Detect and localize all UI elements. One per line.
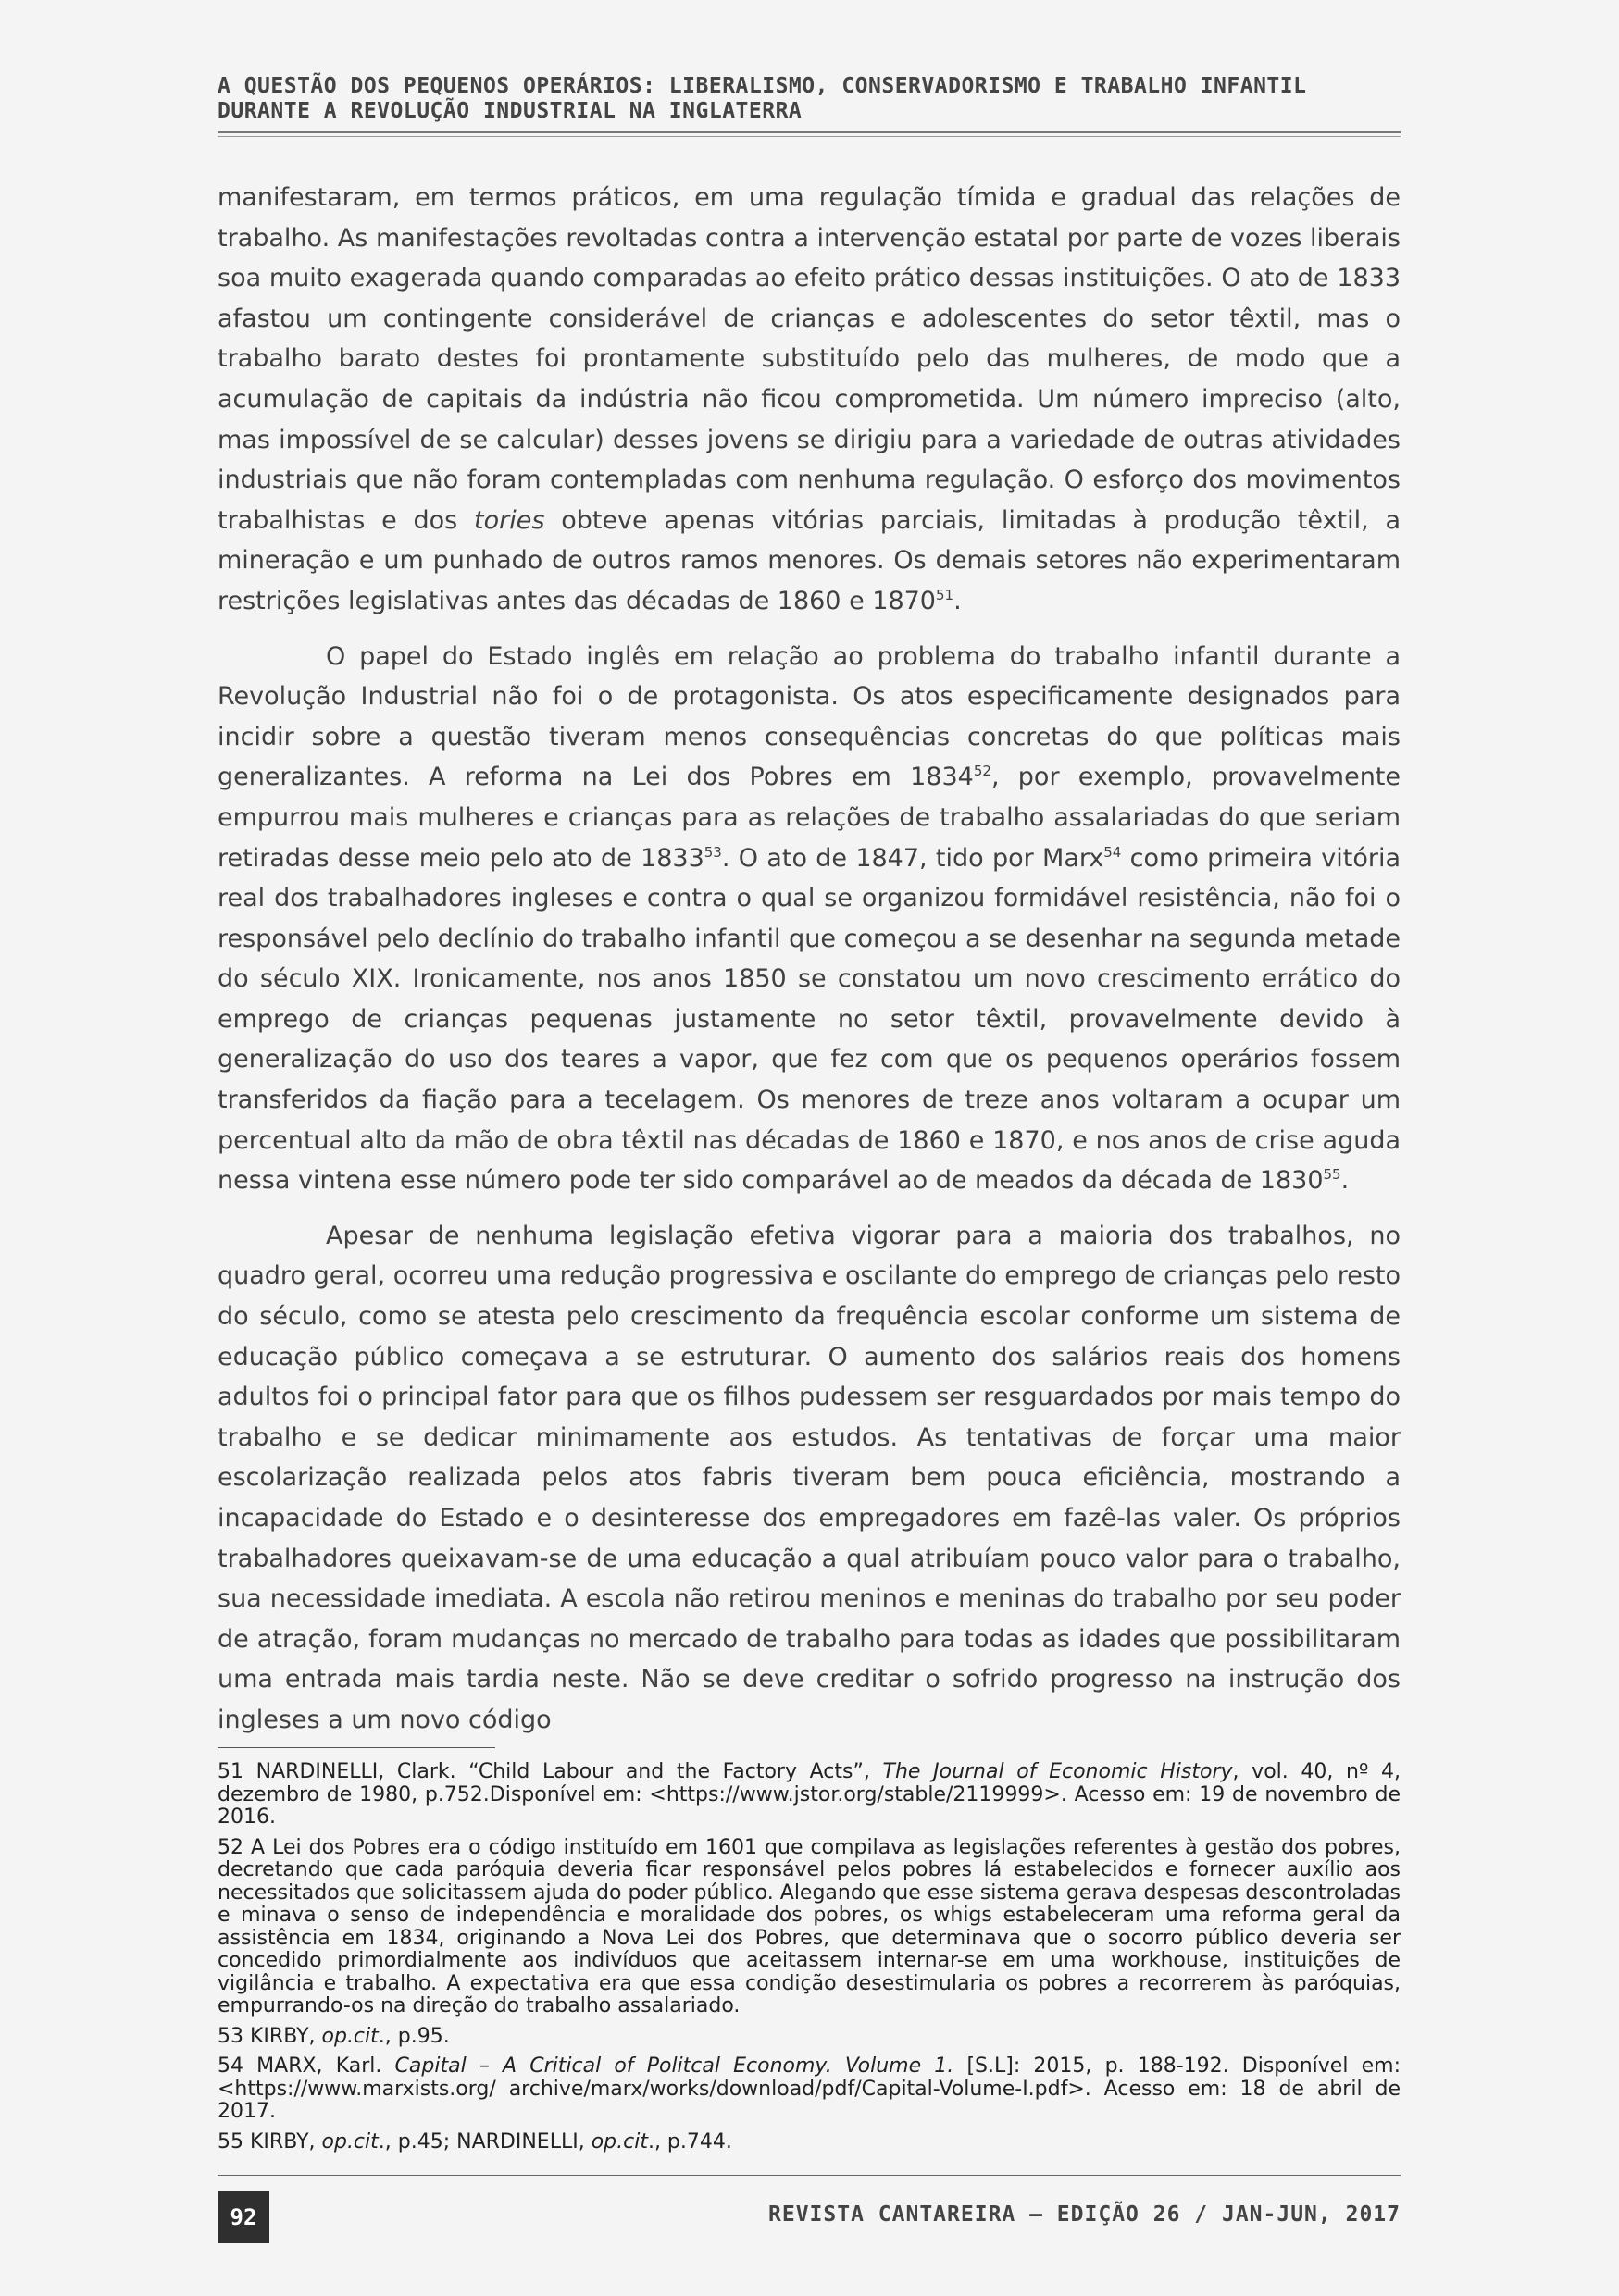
footnote-ref-53[interactable]: 53 — [704, 843, 722, 861]
footnote-ref-52[interactable]: 52 — [973, 763, 991, 780]
footnote-55-text-c: ., p.744. — [647, 2129, 732, 2153]
footnote-divider — [218, 1747, 495, 1748]
footnote-ref-51[interactable]: 51 — [935, 586, 954, 603]
footnote-51 — [218, 1761, 1401, 1830]
footnote-54-book-title: Capital – A Critical of Politcal Economy. Volume 1. — [394, 2054, 954, 2078]
running-title-line-2: DURANTE A REVOLUÇÃO INDUSTRIAL NA INGLATERRA — [218, 99, 803, 123]
running-header — [218, 74, 1401, 137]
footnote-54-text-b: [S.L]: 2015, p. 188-192. Disponível em: <https://www.marxists.org/ archive/marx/works/download/pdf/Capital-Volume-I.pdf>. Acesso em: 18 de abril de 2017. — [218, 2054, 1401, 2123]
paragraph-2-end: . — [1340, 1166, 1350, 1196]
footer-divider — [218, 2175, 1401, 2176]
footnote-51-journal-title: The Journal of Economic History — [882, 1760, 1233, 1783]
paragraph-1-text-b: obteve apenas vitórias parciais, limitadas à produção têxtil, a mineração e um punhado de outros ramos menores. Os demais setores não experimentaram restrições legislativas antes das décadas de 1860 e 1870 — [218, 505, 1401, 615]
paragraph-2 — [218, 637, 1401, 1201]
footnote-55-emphasis-2: op.cit — [591, 2129, 648, 2153]
footnote-55-text-b: ., p.45; NARDINELLI, — [378, 2129, 592, 2153]
footnote-52: 52 A Lei dos Pobres era o código instituído em 1601 que compilava as legislações referentes à gestão dos pobres, decretando que cada paróquia deveria ficar responsável pelos pobres lá estabelecidos e fornecer auxílio aos necessitados que solicitassem ajuda do poder público. Alegando que esse sistema gerava despesas descontroladas e minava o senso de independência e moralidade dos pobres, os whigs estabeleceram uma reforma geral da assistência em 1834, originando a Nova Lei dos Pobres, que determinava que o socorro público deveria ser concedido primordialmente aos indivíduos que aceitassem internar-se em uma workhouse, instituições de vigilância e trabalho. A expectativa era que essa condição desestimularia os pobres a recorrerem às paróquias, empurrando-os na direção do trabalho assalariado. — [218, 1835, 1401, 2017]
running-title-line-1: A QUESTÃO DOS PEQUENOS OPERÁRIOS: LIBERALISMO, CONSERVADORISMO E TRABALHO INFANTIL — [218, 74, 1307, 98]
paragraph-3: Apesar de nenhuma legislação efetiva vigorar para a maioria dos trabalhos, no quadro geral, ocorreu uma redução progressiva e oscilante do emprego de crianças pelo resto do século, como se atesta pelo crescimento da frequência escolar conforme um sistema de educação público começava a se estruturar. O aumento dos salários reais dos homens adultos foi o principal fator para que os filhos pudessem ser resguardados por mais tempo do trabalho e se dedicar minimamente aos estudos. As tentativas de forçar uma maior escolarização realizada pelos atos fabris tiveram bem pouca eficiência, mostrando a incapacidade do Estado e o desinteresse dos empregadores em fazê-las valer. Os próprios trabalhadores queixavam-se de uma educação a qual atribuíam pouco valor para o trabalho, sua necessidade imediata. A escola não retirou meninos e meninas do trabalho por seu poder de atração, foram mudanças no mercado de trabalho para todas as idades que possibilitaram uma entrada mais tardia neste. Não se deve creditar o sofrido progresso na instrução dos ingleses a um novo código — [218, 1221, 1401, 1734]
header-divider — [218, 131, 1401, 137]
footnote-51-text-b: , vol. 40, nº 4, dezembro de 1980, p.752.Disponível em: <https://www.jstor.org/stable/2119999>. Acesso em: 19 de novembro de 2016. — [218, 1760, 1401, 1829]
paragraph-1-end: . — [953, 586, 962, 615]
footnote-54 — [218, 2055, 1401, 2124]
paragraph-2-text-c: . O ato de 1847, tido por Marx — [721, 843, 1104, 873]
paragraph-1 — [218, 178, 1401, 622]
footnote-53-emphasis: op.cit — [321, 2024, 379, 2048]
footnote-53-text-b: ., p.95. — [378, 2024, 450, 2048]
page-number-badge: 92 — [218, 2191, 269, 2243]
footnote-ref-54[interactable]: 54 — [1103, 843, 1122, 861]
footnote-51-text-a: 51 NARDINELLI, Clark. “Child Labour and the Factory Acts”, — [218, 1760, 883, 1783]
footnote-55-text-a: 55 KIRBY, — [218, 2129, 322, 2153]
footnotes — [218, 1747, 1401, 2161]
paragraph-1-text-a: manifestaram, em termos práticos, em uma regulação tímida e gradual das relações de trabalho. As manifestações revoltadas contra a intervenção estatal por parte de vozes liberais soa muito exagerada quando comparadas ao efeito prático dessas instituições. O ato de 1833 afastou um contingente considerável de crianças e adolescentes do setor têxtil, mas o trabalho barato destes foi prontamente substituído pelo das mulheres, de modo que a acumulação de capitais da indústria não ficou comprometida. Um número impreciso (alto, mas impossível de se calcular) desses jovens se dirigiu para a variedade de outras atividades industriais que não foram contempladas com nenhuma regulação. O esforço dos movimentos trabalhistas e dos — [218, 183, 1401, 535]
footnote-53 — [218, 2026, 1401, 2049]
article-body — [218, 178, 1401, 1756]
footnote-55-emphasis-1: op.cit — [321, 2129, 379, 2153]
paragraph-2-text-d: como primeira vitória real dos trabalhadores ingleses e contra o qual se organizou formidável resistência, não foi o responsável pelo declínio do trabalho infantil que começou a se desenhar na segunda metade do século XIX. Ironicamente, nos anos 1850 se constatou um novo crescimento errático do emprego de crianças pequenas justamente no setor têxtil, provavelmente devido à generalização do uso dos teares a vapor, que fez com que os pequenos operários fossem transferidos da fiação para a tecelagem. Os menores de treze anos voltaram a ocupar um percentual alto da mão de obra têxtil nas décadas de 1860 e 1870, e nos anos de crise aguda nessa vintena esse número pode ter sido comparável ao de meados da década de 1830 — [218, 843, 1401, 1196]
paragraph-2-text-b: , por exemplo, provavelmente empurrou mais mulheres e crianças para as relações de trabalho assalariadas do que seriam retiradas desse meio pelo ato de 1833 — [218, 763, 1401, 873]
journal-info: REVISTA CANTAREIRA – EDIÇÃO 26 / JAN-JUN, 2017 — [768, 2203, 1401, 2227]
footnote-54-text-a: 54 MARX, Karl. — [218, 2054, 395, 2078]
paragraph-1-emphasis: tories — [474, 505, 545, 535]
footnote-53-text-a: 53 KIRBY, — [218, 2024, 322, 2048]
footnote-ref-55[interactable]: 55 — [1323, 1166, 1341, 1184]
page-footer — [218, 2175, 1401, 2230]
paragraph-2-text-a: O papel do Estado inglês em relação ao problema do trabalho infantil durante a Revolução Industrial não foi o de protagonista. Os atos especificamente designados para incidir sobre a questão tiveram menos consequências concretas do que políticas mais generalizantes. A reforma na Lei dos Pobres em 1834 — [218, 641, 1401, 792]
footnote-55 — [218, 2131, 1401, 2154]
